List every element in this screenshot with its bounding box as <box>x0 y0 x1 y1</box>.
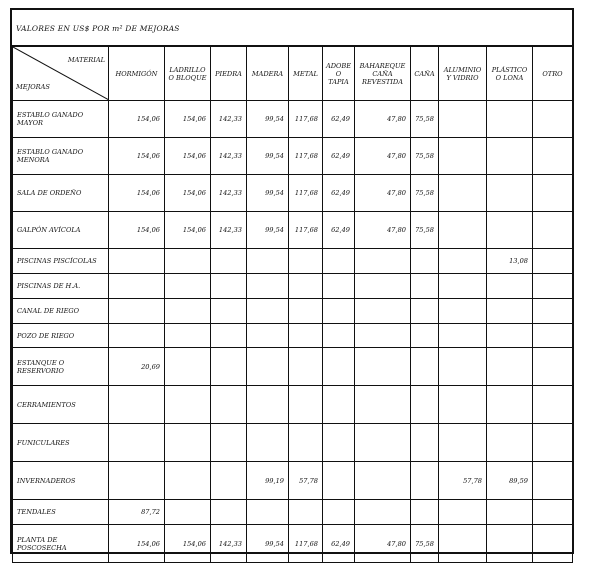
row-label: PLANTA DE POSCOSECHA <box>13 525 109 563</box>
value-cell <box>487 424 533 462</box>
table-row <box>13 462 573 500</box>
value-cell <box>355 424 411 462</box>
value-cell <box>109 249 165 274</box>
table-row <box>13 138 573 175</box>
value-cell <box>247 299 289 324</box>
value-cell <box>323 462 355 500</box>
value-cell <box>165 249 211 274</box>
value-cell <box>487 212 533 249</box>
value-cell <box>165 324 211 348</box>
value-cell <box>211 299 247 324</box>
value-cell: 75,58 <box>411 212 439 249</box>
table-row <box>13 500 573 525</box>
value-cell <box>439 324 487 348</box>
value-cell <box>289 324 323 348</box>
table-row <box>13 386 573 424</box>
row-label: ESTABLO GANADO MAYOR <box>13 101 109 138</box>
value-cell <box>109 462 165 500</box>
value-cell: 154,06 <box>109 525 165 563</box>
value-cell <box>323 299 355 324</box>
column-header: ADOBE O TAPIA <box>323 47 355 101</box>
value-cell: 99,54 <box>247 212 289 249</box>
row-label: PISCINAS PISCÍCOLAS <box>13 249 109 274</box>
value-cell <box>109 424 165 462</box>
table-row <box>13 212 573 249</box>
value-cell: 62,49 <box>323 138 355 175</box>
row-label: CANAL DE RIEGO <box>13 299 109 324</box>
value-cell <box>533 101 573 138</box>
value-cell <box>355 462 411 500</box>
corner-diagonal <box>13 47 109 100</box>
value-cell: 117,68 <box>289 212 323 249</box>
value-cell <box>165 299 211 324</box>
value-cell <box>439 500 487 525</box>
column-header: METAL <box>289 47 323 101</box>
column-header: LADRILLO O BLOQUE <box>165 47 211 101</box>
value-cell <box>411 424 439 462</box>
value-cell <box>247 348 289 386</box>
value-cell <box>355 500 411 525</box>
row-label: GALPÓN AVÍCOLA <box>13 212 109 249</box>
value-cell <box>487 348 533 386</box>
value-cell <box>533 175 573 212</box>
value-cell: 47,80 <box>355 212 411 249</box>
value-cell <box>211 500 247 525</box>
value-cell <box>247 324 289 348</box>
value-cell: 89,59 <box>487 462 533 500</box>
value-cell <box>165 500 211 525</box>
column-header: PLÁSTICO O LONA <box>487 47 533 101</box>
material-axis-label: MATERIAL <box>67 56 105 64</box>
value-cell <box>439 249 487 274</box>
value-cell <box>211 462 247 500</box>
value-cell <box>533 274 573 299</box>
value-cell <box>109 324 165 348</box>
value-cell <box>487 175 533 212</box>
value-cell <box>439 175 487 212</box>
column-header: BAHAREQUE CAÑA REVESTIDA <box>355 47 411 101</box>
value-cell <box>109 299 165 324</box>
value-cell <box>533 138 573 175</box>
value-cell: 13,08 <box>487 249 533 274</box>
value-cell <box>439 274 487 299</box>
value-cell <box>323 324 355 348</box>
table-row <box>13 175 573 212</box>
value-cell <box>247 274 289 299</box>
mejoras-value-table <box>12 46 573 563</box>
value-cell <box>439 212 487 249</box>
column-header: PIEDRA <box>211 47 247 101</box>
value-cell: 154,06 <box>165 138 211 175</box>
value-cell: 99,54 <box>247 101 289 138</box>
row-label: INVERNADEROS <box>13 462 109 500</box>
table-row <box>13 101 573 138</box>
value-cell <box>247 424 289 462</box>
value-cell: 75,58 <box>411 138 439 175</box>
value-cell: 154,06 <box>109 138 165 175</box>
value-cell: 154,06 <box>165 101 211 138</box>
value-cell <box>439 138 487 175</box>
value-cell: 142,33 <box>211 525 247 563</box>
value-cell: 117,68 <box>289 138 323 175</box>
value-cell <box>247 249 289 274</box>
value-cell <box>289 274 323 299</box>
value-cell: 62,49 <box>323 101 355 138</box>
value-cell <box>411 274 439 299</box>
value-cell <box>289 424 323 462</box>
value-cell <box>355 348 411 386</box>
value-cell: 47,80 <box>355 138 411 175</box>
row-label: ESTANQUE O RESERVORIO <box>13 348 109 386</box>
value-cell <box>109 274 165 299</box>
value-cell <box>323 500 355 525</box>
value-cell <box>165 424 211 462</box>
table-row <box>13 249 573 274</box>
value-cell: 154,06 <box>109 101 165 138</box>
table-row <box>13 299 573 324</box>
value-cell <box>323 348 355 386</box>
value-cell <box>355 324 411 348</box>
value-cell <box>165 274 211 299</box>
row-label: CERRAMIENTOS <box>13 386 109 424</box>
value-cell <box>165 462 211 500</box>
value-cell <box>487 386 533 424</box>
value-cell <box>533 212 573 249</box>
value-cell <box>439 348 487 386</box>
value-cell <box>439 299 487 324</box>
table-row <box>13 348 573 386</box>
value-cell: 142,33 <box>211 138 247 175</box>
value-cell: 99,54 <box>247 138 289 175</box>
column-header: ALUMINIO Y VIDRIO <box>439 47 487 101</box>
value-cell <box>411 386 439 424</box>
value-cell: 75,58 <box>411 101 439 138</box>
value-cell <box>411 348 439 386</box>
value-cell: 20,69 <box>109 348 165 386</box>
value-cell: 154,06 <box>109 175 165 212</box>
value-cell: 57,78 <box>289 462 323 500</box>
value-cell <box>211 249 247 274</box>
value-cell <box>247 386 289 424</box>
value-cell: 99,54 <box>247 175 289 212</box>
value-cell <box>533 386 573 424</box>
row-label: POZO DE RIEGO <box>13 324 109 348</box>
column-header: CAÑA <box>411 47 439 101</box>
value-cell: 154,06 <box>165 212 211 249</box>
value-cell <box>323 424 355 462</box>
value-cell: 117,68 <box>289 175 323 212</box>
value-cell <box>289 249 323 274</box>
value-cell: 117,68 <box>289 101 323 138</box>
value-cell <box>487 324 533 348</box>
value-cell: 62,49 <box>323 175 355 212</box>
value-cell: 47,80 <box>355 101 411 138</box>
value-cell <box>247 500 289 525</box>
value-cell <box>109 386 165 424</box>
value-cell <box>487 500 533 525</box>
value-cell: 142,33 <box>211 212 247 249</box>
value-cell <box>211 324 247 348</box>
row-label: FUNICULARES <box>13 424 109 462</box>
value-cell <box>165 348 211 386</box>
table-row <box>13 274 573 299</box>
table-body <box>13 101 573 563</box>
value-cell <box>323 249 355 274</box>
value-cell: 62,49 <box>323 525 355 563</box>
column-header: OTRO <box>533 47 573 101</box>
value-cell <box>289 386 323 424</box>
table-row <box>13 424 573 462</box>
table-row <box>13 324 573 348</box>
value-cell <box>323 274 355 299</box>
value-cell <box>533 324 573 348</box>
value-cell <box>289 299 323 324</box>
table-title: VALORES EN US$ POR m² DE MEJORAS <box>12 10 572 46</box>
value-cell <box>289 348 323 386</box>
value-cell <box>439 386 487 424</box>
value-cell <box>211 348 247 386</box>
value-cell <box>165 386 211 424</box>
value-cell <box>487 274 533 299</box>
value-cell <box>211 386 247 424</box>
value-cell: 47,80 <box>355 175 411 212</box>
value-cell <box>533 299 573 324</box>
value-cell: 117,68 <box>289 525 323 563</box>
corner-header <box>13 47 109 101</box>
value-cell: 47,80 <box>355 525 411 563</box>
value-cell: 75,58 <box>411 175 439 212</box>
value-cell <box>411 500 439 525</box>
value-cell <box>355 274 411 299</box>
value-cell <box>487 138 533 175</box>
value-cell <box>323 386 355 424</box>
value-cell <box>533 462 573 500</box>
value-cell <box>355 299 411 324</box>
mejoras-value-sheet <box>10 8 574 554</box>
value-cell: 99,19 <box>247 462 289 500</box>
column-header: MADERA <box>247 47 289 101</box>
column-header: HORMIGÓN <box>109 47 165 101</box>
value-cell <box>533 424 573 462</box>
value-cell <box>411 324 439 348</box>
value-cell: 62,49 <box>323 212 355 249</box>
value-cell <box>289 500 323 525</box>
value-cell <box>411 299 439 324</box>
header-row <box>13 47 573 101</box>
row-label: SALA DE ORDEÑO <box>13 175 109 212</box>
mejoras-axis-label: MEJORAS <box>16 83 50 91</box>
value-cell <box>487 101 533 138</box>
value-cell: 142,33 <box>211 175 247 212</box>
value-cell: 87,72 <box>109 500 165 525</box>
value-cell: 142,33 <box>211 101 247 138</box>
value-cell <box>355 386 411 424</box>
value-cell: 75,58 <box>411 525 439 563</box>
row-label: PISCINAS DE H.A. <box>13 274 109 299</box>
value-cell <box>211 274 247 299</box>
value-cell <box>487 299 533 324</box>
value-cell <box>211 424 247 462</box>
value-cell <box>439 424 487 462</box>
row-label: ESTABLO GANADO MENORA <box>13 138 109 175</box>
row-label: TENDALES <box>13 500 109 525</box>
value-cell: 57,78 <box>439 462 487 500</box>
value-cell <box>533 500 573 525</box>
value-cell <box>411 462 439 500</box>
value-cell: 154,06 <box>165 525 211 563</box>
value-cell <box>533 348 573 386</box>
value-cell <box>439 101 487 138</box>
value-cell <box>355 249 411 274</box>
value-cell: 154,06 <box>165 175 211 212</box>
value-cell <box>411 249 439 274</box>
value-cell <box>533 249 573 274</box>
value-cell: 154,06 <box>109 212 165 249</box>
value-cell: 99,54 <box>247 525 289 563</box>
